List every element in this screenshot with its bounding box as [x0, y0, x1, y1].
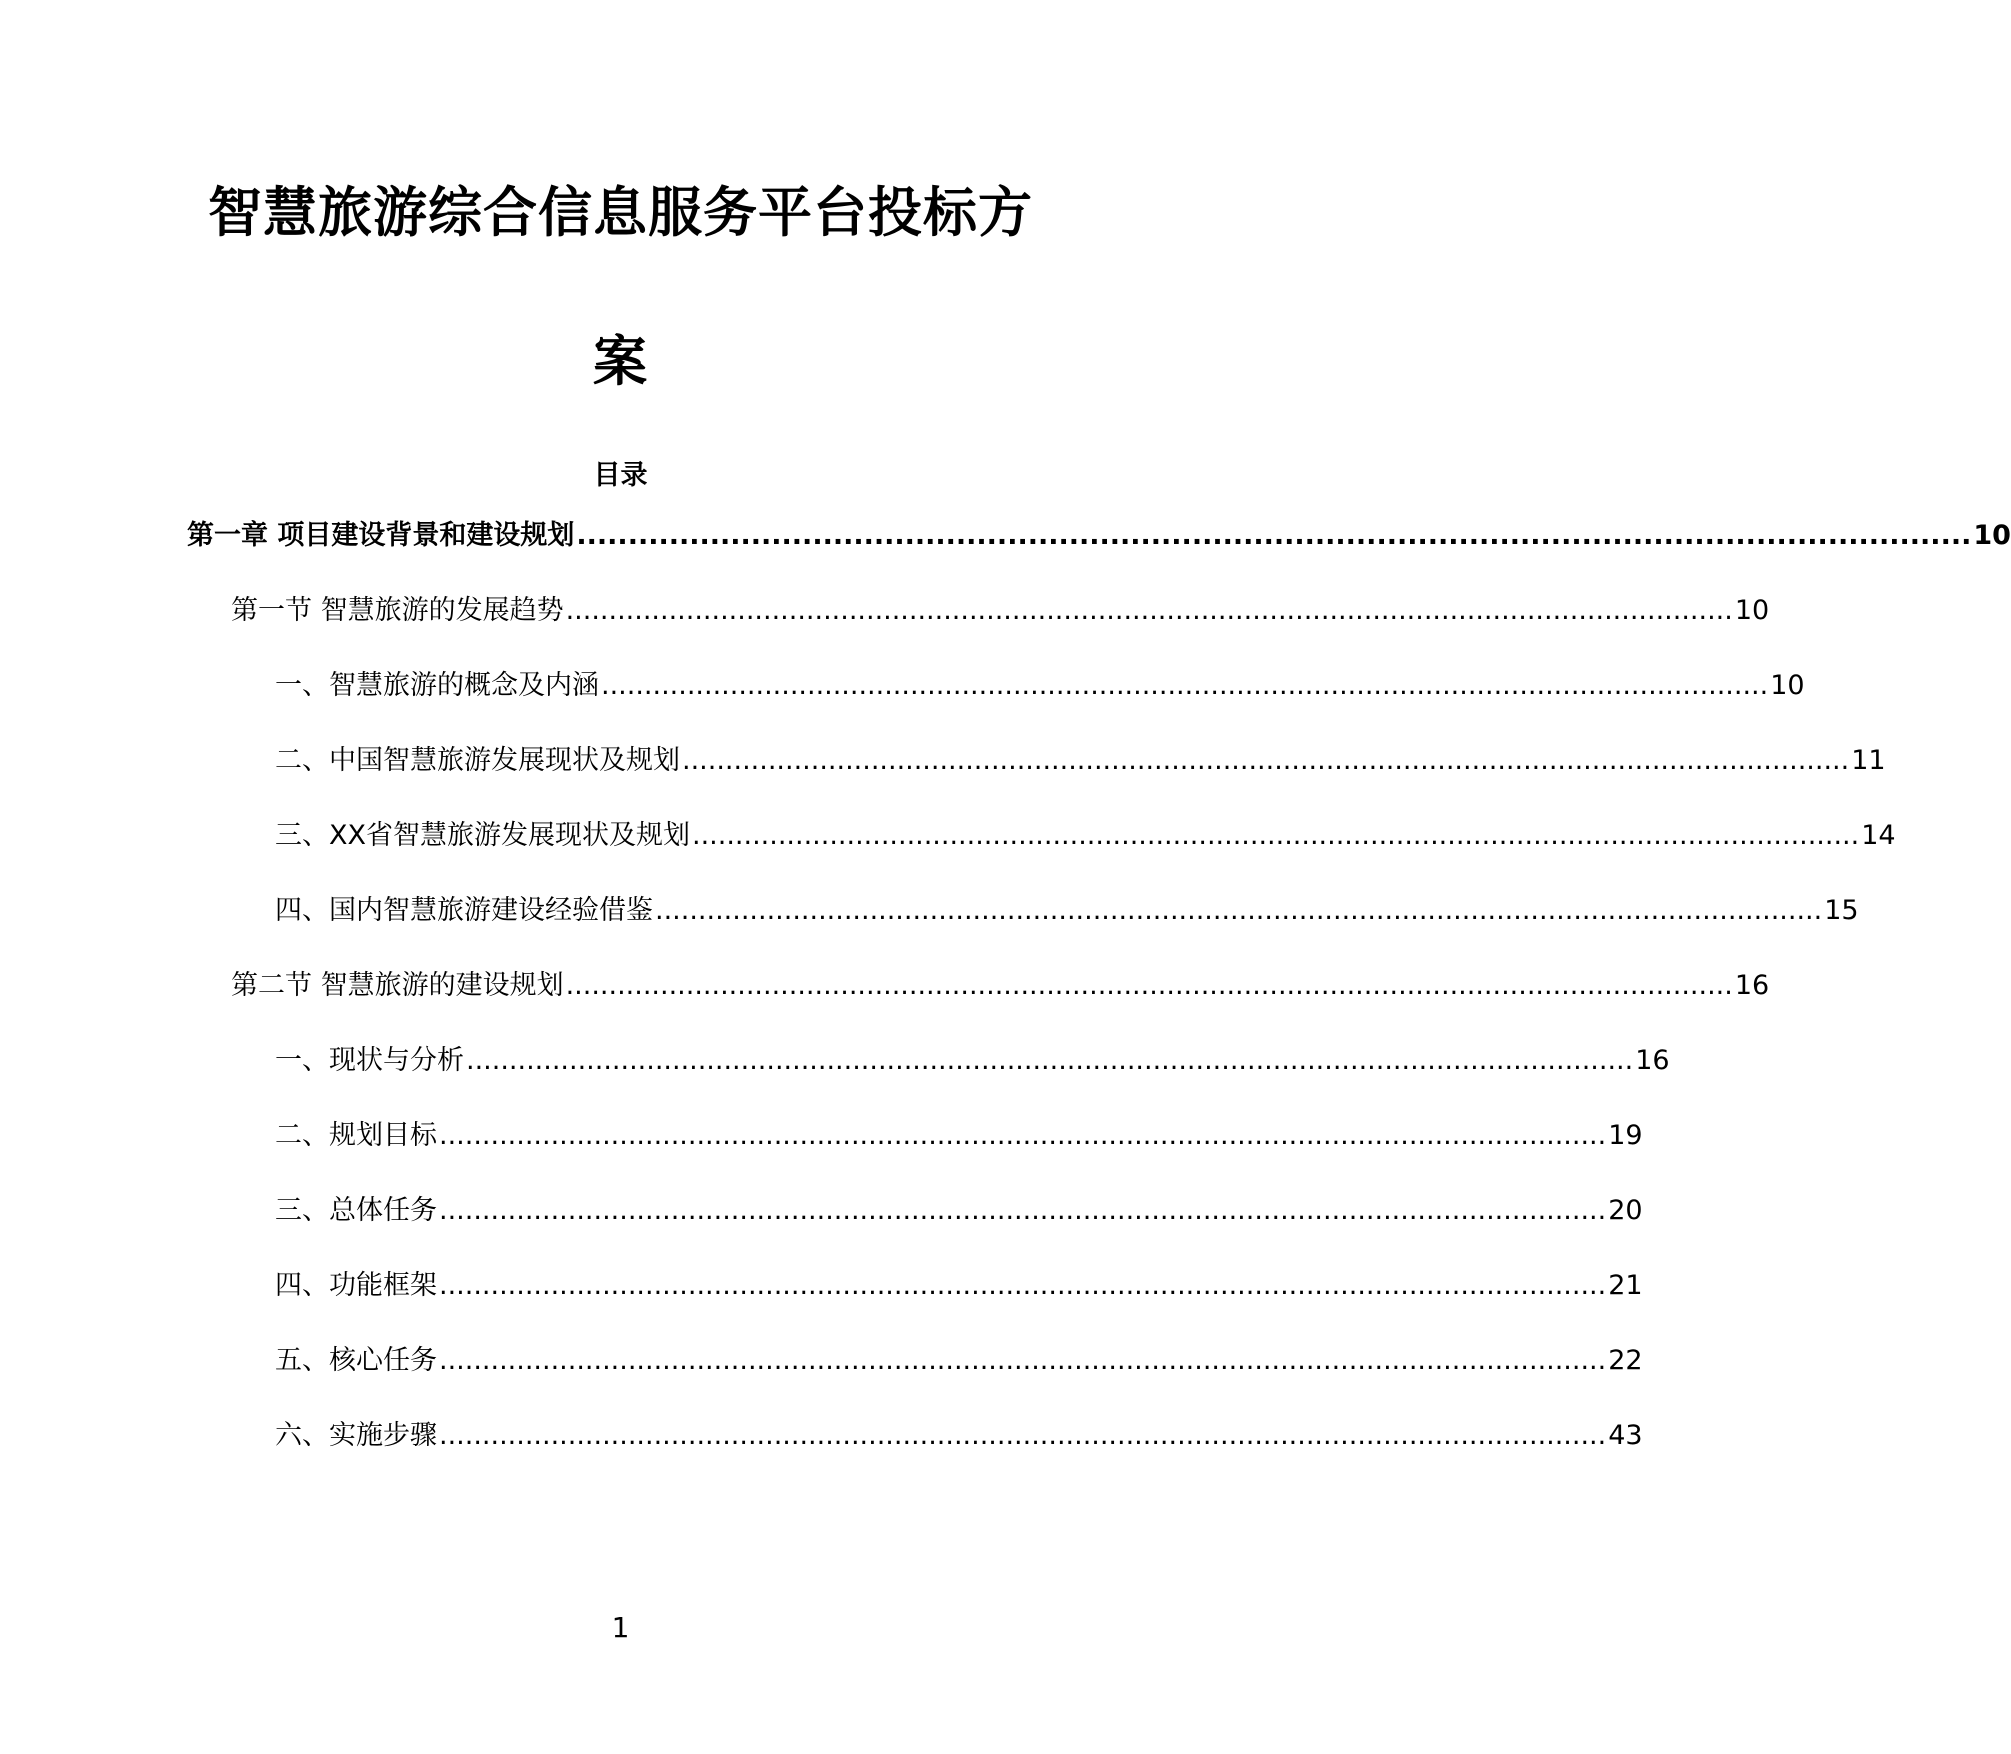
toc-entry-item[interactable] — [275, 1264, 1643, 1308]
toc-dot-leader: ........................................................................................................................................ — [439, 1195, 1607, 1226]
toc-dot-leader: ........................................................................................................................................ — [565, 970, 1733, 1001]
toc-entry-text: 第一章 项目建设背景和建设规划 — [187, 520, 575, 551]
toc-entry-text: 一、智慧旅游的概念及内涵 — [275, 670, 599, 701]
toc-entry-page: 10 — [1734, 595, 1770, 626]
toc-entry-section-2[interactable] — [231, 964, 1770, 1008]
toc-dot-leader: ........................................................................................................................................ — [655, 895, 1823, 926]
toc-entry-text: 一、现状与分析 — [275, 1045, 464, 1076]
toc-entry-item[interactable] — [275, 814, 1896, 858]
document-title-line-1: 智慧旅游综合信息服务平台投标方 — [208, 181, 1033, 244]
toc-dot-leader: ........................................................................................................................................ — [682, 745, 1850, 776]
toc-entry-page: 22 — [1608, 1345, 1643, 1376]
toc-entry-page: 19 — [1608, 1120, 1643, 1151]
toc-entry-page: 15 — [1824, 895, 1859, 926]
toc-entry-item[interactable] — [275, 664, 1805, 708]
toc-dot-leader: ........................................................................................................................................ — [601, 670, 1769, 701]
toc-entry-item[interactable] — [275, 739, 1886, 783]
toc-entry-item[interactable] — [275, 1339, 1643, 1383]
document-title-line-2: 案 — [593, 330, 648, 393]
toc-entry-page: 21 — [1608, 1270, 1643, 1301]
toc-entry-text: 第一节 智慧旅游的发展趋势 — [231, 595, 564, 626]
toc-entry-page: 10 — [1973, 520, 2011, 551]
toc-entry-page: 20 — [1608, 1195, 1643, 1226]
toc-dot-leader: ........................................................................................................................................ — [439, 1345, 1607, 1376]
toc-entry-text: 五、核心任务 — [275, 1345, 437, 1376]
toc-dot-leader: ........................................................................................................................................ — [439, 1420, 1607, 1451]
toc-dot-leader: ........................................................................................................................................ — [439, 1270, 1607, 1301]
toc-dot-leader: ........................................................................................................................................ — [466, 1045, 1634, 1076]
toc-dot-leader: ........................................................................................................................................ — [576, 520, 1972, 551]
toc-entry-page: 16 — [1635, 1045, 1670, 1076]
toc-entry-page: 16 — [1734, 970, 1770, 1001]
toc-entry-page: 14 — [1861, 820, 1896, 851]
toc-entry-item[interactable] — [275, 1414, 1643, 1458]
toc-entry-text: 三、XX省智慧旅游发展现状及规划 — [275, 820, 690, 851]
toc-entry-text: 六、实施步骤 — [275, 1420, 437, 1451]
toc-entry-page: 10 — [1770, 670, 1805, 701]
toc-entry-text: 四、功能框架 — [275, 1270, 437, 1301]
toc-entry-text: 三、总体任务 — [275, 1195, 437, 1226]
toc-dot-leader: ........................................................................................................................................ — [565, 595, 1733, 626]
toc-dot-leader: ........................................................................................................................................ — [692, 820, 1860, 851]
toc-entry-chapter-1[interactable] — [187, 514, 2011, 558]
toc-entry-text: 第二节 智慧旅游的建设规划 — [231, 970, 564, 1001]
toc-entry-text: 二、中国智慧旅游发展现状及规划 — [275, 745, 680, 776]
page-number: 1 — [611, 1611, 630, 1644]
toc-entry-page: 11 — [1851, 745, 1886, 776]
toc-entry-item[interactable] — [275, 889, 1859, 933]
toc-entry-item[interactable] — [275, 1039, 1670, 1083]
toc-entry-item[interactable] — [275, 1114, 1643, 1158]
toc-entry-section-1[interactable] — [231, 589, 1770, 633]
toc-entry-page: 43 — [1608, 1420, 1643, 1451]
toc-entry-text: 四、国内智慧旅游建设经验借鉴 — [275, 895, 653, 926]
toc-heading: 目录 — [593, 460, 648, 491]
toc-dot-leader: ........................................................................................................................................ — [439, 1120, 1607, 1151]
toc-entry-item[interactable] — [275, 1189, 1643, 1233]
toc-entry-text: 二、规划目标 — [275, 1120, 437, 1151]
